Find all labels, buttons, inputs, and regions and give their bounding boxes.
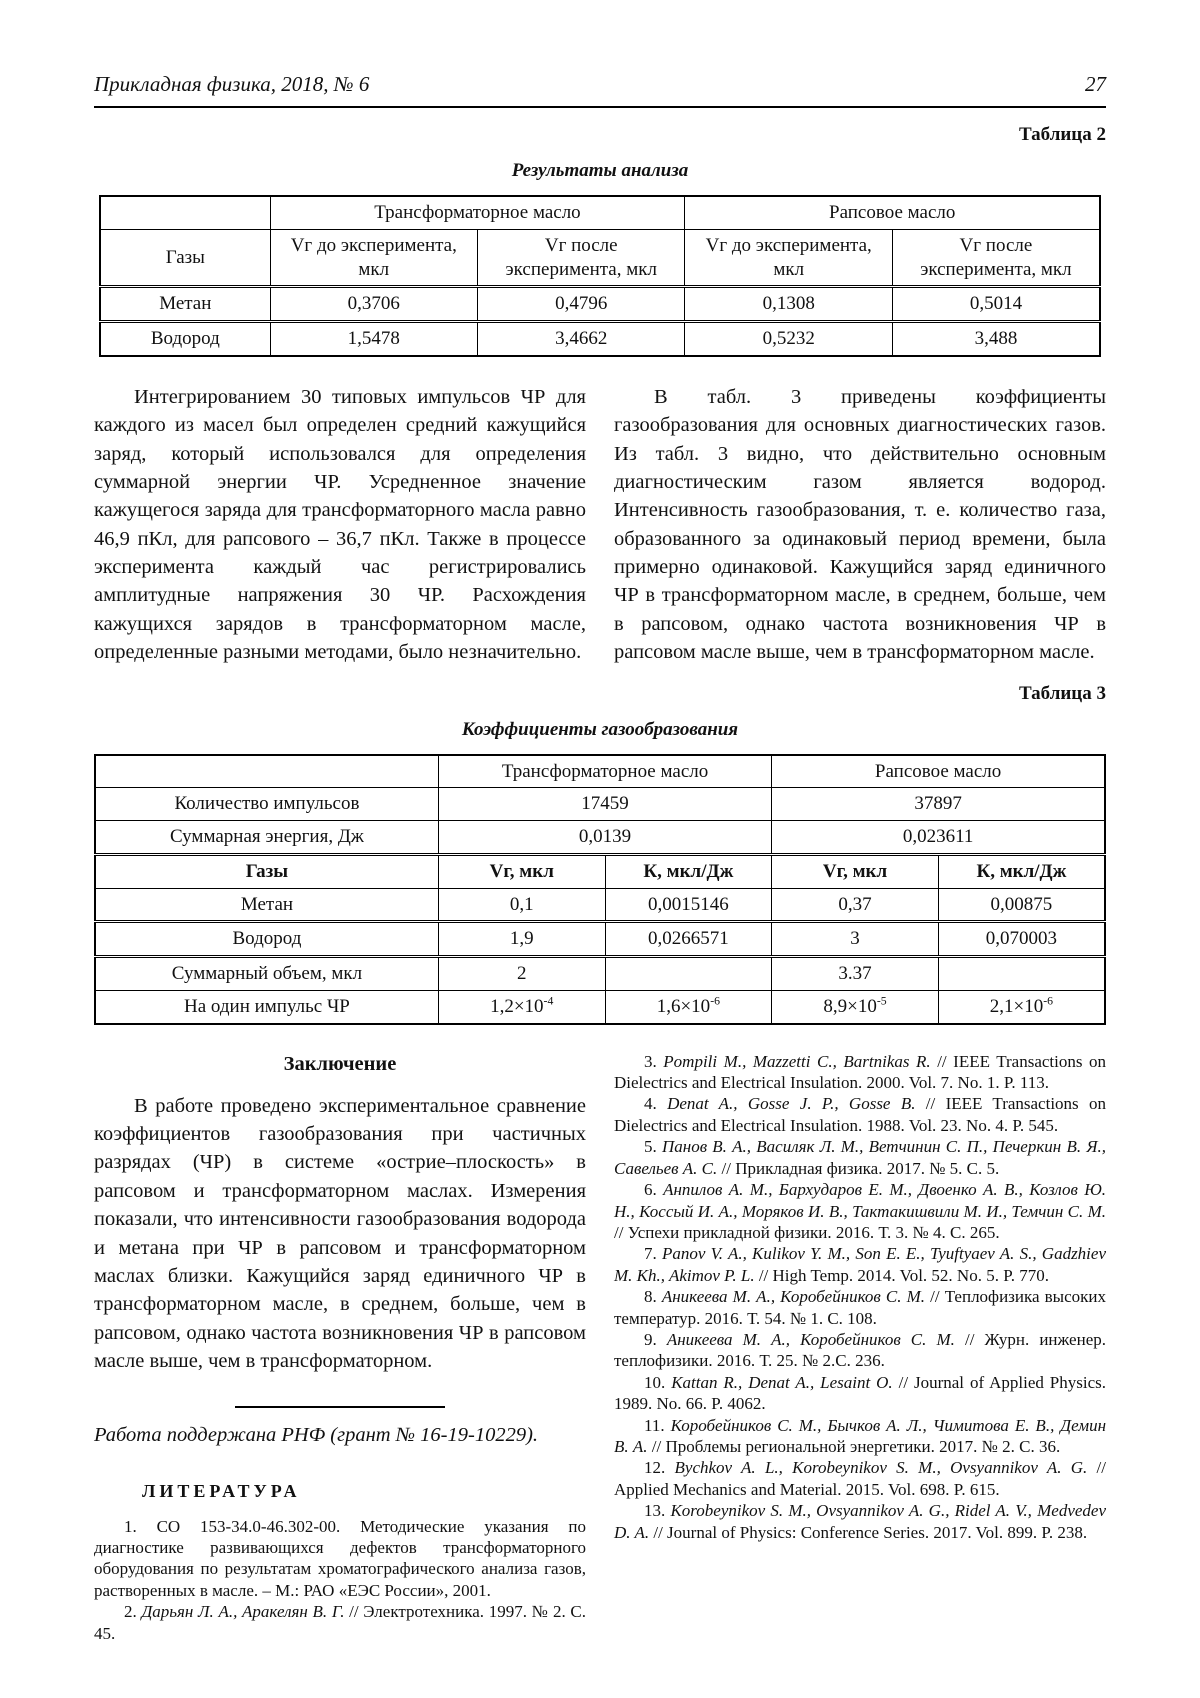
reference-authors: Korobeynikov S. M., Ovsyannikov A. G., Ridel A. V., Medvedev D. A.	[614, 1501, 1107, 1542]
reference-text: 9.	[644, 1329, 667, 1349]
references-right	[614, 1051, 1106, 1543]
paragraph-right: В табл. 3 приведены коэффициенты газообразования для основных диагностических газов. Из табл. 3 видно, что действительно основным диагностическим газом является водород. Интенсивность газообразования, т. е. количество газа, образованного за одинаковый период времени, была примерно одинаковой. Кажущийся заряд единичного ЧР в трансформаторном масле, в среднем, больше, чем в рапсовом, однако частота возникновения ЧР в рапсовом масле выше, чем в трансформаторном масле.	[614, 385, 1106, 664]
table-cell: 0,1	[438, 888, 605, 922]
grant-acknowledgement: Работа поддержана РНФ (грант № 16-19-10229).	[94, 1423, 539, 1446]
table-cell: 0,1308	[685, 287, 892, 322]
table-cell: Водород	[100, 322, 270, 356]
table-cell: 0,3706	[270, 287, 477, 322]
table-cell: Метан	[95, 888, 438, 922]
table-row	[95, 888, 1105, 922]
table3-caption: Коэффициенты газообразования	[461, 718, 739, 740]
page-number: 27	[1085, 72, 1106, 96]
reference-text: 6.	[644, 1180, 664, 1200]
table-row	[95, 788, 1105, 821]
table-cell: Трансформаторное масло	[270, 196, 685, 229]
conclusion-paragraph: В работе проведено экспериментальное сравнение коэффициентов газообразования при частичных разрядах (ЧР) в системе «острие–плоскость» в рапсовом и трансформаторном маслах. Измерения показали, что интенсивности газообразования водорода и метана при ЧР в рапсовом и трансформаторном маслах близки. Кажущийся заряд единичного ЧР в трансформаторном масле, в среднем, больше, чем в рапсовом, однако частота возникновения ЧР в рапсовом масле выше, чем в трансформаторном.	[94, 1094, 586, 1373]
reference-item	[614, 1415, 1106, 1458]
table-cell: $8,9\times 10^{-5}$	[772, 990, 939, 1023]
table-row	[100, 229, 1100, 287]
table-cell: 0,0015146	[605, 888, 772, 922]
table-cell: 0,0139	[438, 821, 771, 855]
table-cell: 3,4662	[478, 322, 685, 356]
reference-text: 11.	[644, 1415, 671, 1435]
reference-authors: Коробейников С. М., Бычков А. Л., Чимитова Е. В., Демин В. А.	[614, 1415, 1107, 1456]
table-cell: $1,2\times 10^{-4}$	[438, 990, 605, 1023]
header-rule	[94, 106, 1106, 108]
conclusion-heading: Заключение	[283, 1052, 397, 1075]
bottom-columns	[94, 1051, 1106, 1644]
table-row	[95, 854, 1105, 888]
reference-authors: Дарьян Л. А., Аракелян В. Г.	[141, 1602, 345, 1622]
table-cell: Суммарная энергия, Дж	[95, 821, 438, 855]
journal-title: Прикладная физика, 2018, № 6	[94, 72, 370, 96]
reference-text: 4.	[644, 1094, 668, 1114]
reference-text: // Applied Mechanics and Material. 2015. Vol. 698. P. 615.	[614, 1458, 1106, 1499]
table-cell: 0,070003	[938, 922, 1105, 957]
table-cell: 0,023611	[772, 821, 1105, 855]
table-cell: Рапсовое масло	[772, 755, 1105, 788]
table-cell: Суммарный объем, мкл	[95, 957, 438, 991]
table-row	[95, 990, 1105, 1023]
reference-item	[94, 1516, 586, 1602]
exponent: -6	[1043, 994, 1054, 1008]
table-row	[95, 821, 1105, 855]
table-row	[100, 287, 1100, 322]
footnote-rule	[235, 1406, 445, 1408]
reference-text: // IEEE Transactions on Dielectrics and Electrical Insulation. 2000. Vol. 7. No. 1. P. 113.	[614, 1051, 1107, 1093]
table-cell: Газы	[100, 229, 270, 287]
reference-text: // Journal of Applied Physics. 1989. No. 66. P. 4062.	[614, 1372, 1106, 1414]
table-cell: К, мкл/Дж	[938, 854, 1105, 888]
table-cell	[938, 957, 1105, 991]
reference-item	[94, 1601, 586, 1644]
literature-heading: ЛИТЕРАТУРА	[142, 1480, 301, 1501]
table-cell: Метан	[100, 287, 270, 322]
table2-results-of-analysis	[99, 195, 1101, 357]
reference-text: // Прикладная физика. 2017. № 5. С. 5.	[717, 1158, 1000, 1178]
table-cell: Водород	[95, 922, 438, 957]
reference-item	[614, 1179, 1106, 1243]
table-cell: 0,5014	[892, 287, 1100, 322]
table-row	[95, 957, 1105, 991]
reference-item	[614, 1051, 1106, 1094]
reference-item	[614, 1457, 1106, 1500]
table-cell: 37897	[772, 788, 1105, 821]
exponent: -4	[543, 994, 554, 1008]
right-text-column	[614, 383, 1106, 667]
reference-text: // Проблемы региональной энергетики. 2017. № 2. С. 36.	[647, 1436, 1061, 1456]
table-cell: Рапсовое масло	[685, 196, 1100, 229]
reference-item	[614, 1286, 1106, 1329]
table-row	[100, 322, 1100, 356]
reference-item	[614, 1243, 1106, 1286]
table-cell: Vг после эксперимента, мкл	[478, 229, 685, 287]
table-cell: 0,5232	[685, 322, 892, 356]
reference-authors: Panov V. A., Kulikov Y. M., Son E. E., Tyuftyaev A. S., Gadzhiev M. Kh., Akimov P. L.	[614, 1244, 1106, 1285]
reference-text: // Журн. инженер. теплофизики. 2016. Т. 25. № 2.С. 236.	[614, 1329, 1106, 1371]
reference-text: 2.	[124, 1602, 142, 1622]
reference-item	[614, 1136, 1106, 1179]
table-cell: Количество импульсов	[95, 788, 438, 821]
table-cell: $2,1\times 10^{-6}$	[938, 990, 1105, 1023]
reference-item	[614, 1500, 1106, 1543]
reference-text: 12.	[644, 1458, 675, 1478]
table-row	[95, 755, 1105, 788]
table-cell	[100, 196, 270, 229]
table-cell: 3.37	[772, 957, 939, 991]
reference-text: // Успехи прикладной физики. 2016. Т. 3. № 4. С. 265.	[614, 1222, 1000, 1242]
body-text-columns	[94, 383, 1106, 667]
exponent: -5	[876, 994, 887, 1008]
table-row	[95, 922, 1105, 957]
reference-text: 7.	[644, 1244, 662, 1264]
reference-text: // High Temp. 2014. Vol. 52. No. 5. P. 770.	[754, 1265, 1050, 1285]
reference-text: 5.	[644, 1137, 662, 1157]
table-cell	[605, 957, 772, 991]
table-cell: 0,0266571	[605, 922, 772, 957]
reference-item	[614, 1329, 1106, 1372]
reference-text: // IEEE Transactions on Dielectrics and Electrical Insulation. 1988. Vol. 23. No. 4. P. 545.	[614, 1094, 1107, 1135]
reference-authors: Анпилов А. М., Бархударов Е. М., Двоенко А. В., Козлов Ю. Н., Коссый И. А., Моряков И. В., Тактакишвили М. И., Темчин С. М.	[614, 1180, 1107, 1221]
reference-authors: Bychkov A. L., Korobeynikov S. M., Ovsyannikov A. G.	[674, 1458, 1088, 1478]
table-cell: Газы	[95, 854, 438, 888]
reference-authors: Kattan R., Denat A., Lesaint O.	[671, 1372, 893, 1392]
conclusion-column	[94, 1051, 586, 1644]
table-cell: Vг, мкл	[438, 854, 605, 888]
table-cell: Трансформаторное масло	[438, 755, 771, 788]
table-cell: 3,488	[892, 322, 1100, 356]
table-cell: 1,5478	[270, 322, 477, 356]
reference-text: // Journal of Physics: Conference Series. 2017. Vol. 899. P. 238.	[649, 1522, 1088, 1542]
table2-caption: Результаты анализа	[511, 160, 689, 181]
table-cell: 0,37	[772, 888, 939, 922]
reference-text: 8.	[644, 1287, 662, 1307]
table-cell: 0,4796	[478, 287, 685, 322]
reference-authors: Denat A., Gosse J. P., Gosse B.	[667, 1094, 916, 1114]
table-cell: Vг до эксперимента, мкл	[270, 229, 477, 287]
table-cell: $1,6\times 10^{-6}$	[605, 990, 772, 1023]
table-row	[100, 196, 1100, 229]
reference-text: // Электротехника. 1997. № 2. С. 45.	[94, 1602, 586, 1643]
reference-authors: Pompili M., Mazzetti C., Bartnikas R.	[663, 1051, 931, 1071]
reference-text: // Теплофизика высоких температур. 2016. Т. 54. № 1. С. 108.	[614, 1287, 1106, 1328]
table3-gas-generation-coefficients	[94, 754, 1106, 1025]
exponent: -6	[710, 994, 720, 1008]
reference-text: 3.	[644, 1051, 664, 1071]
reference-authors: Аникеева М. А., Коробейников С. М.	[666, 1329, 955, 1349]
table-cell: 1,9	[438, 922, 605, 957]
table-cell: Vг после эксперимента, мкл	[892, 229, 1100, 287]
reference-item	[614, 1093, 1106, 1136]
table-cell: 17459	[438, 788, 771, 821]
reference-text: 13.	[644, 1501, 671, 1521]
table-cell: К, мкл/Дж	[605, 854, 772, 888]
table-cell: На один импульс ЧР	[95, 990, 438, 1023]
reference-text: 1. СО 153-34.0-46.302-00. Методические указания по диагностике развивающихся дефектов трансформаторного оборудования по результатам хроматографического анализа газов, растворенных в масле. – М.: РАО «ЕЭС России», 2001.	[94, 1516, 586, 1600]
table-cell: Vг, мкл	[772, 854, 939, 888]
reference-authors: Аникеева М. А., Коробейников С. М.	[661, 1287, 926, 1307]
reference-authors: Панов В. А., Василяк Л. М., Ветчинин С. П., Печеркин В. Я., Савельев А. С.	[614, 1137, 1106, 1178]
table-cell	[95, 755, 438, 788]
reference-item	[614, 1372, 1106, 1415]
paragraph-left: Интегрированием 30 типовых импульсов ЧР для каждого из масел был определен средний кажущийся заряд, который использовался для определения суммарной энергии ЧР. Усредненное значение кажущегося заряда для трансформаторного масла равно 46,9 пКл, для рапсового – 36,7 пКл. Также в процессе эксперимента каждый час регистрировались амплитудные напряжения 30 ЧР. Расхождения кажущихся зарядов в трансформаторном масле, определенные разными методами, было незначительно.	[94, 385, 586, 664]
table-cell: 2	[438, 957, 605, 991]
references-left	[94, 1516, 586, 1644]
table3-label: Таблица 3	[1018, 682, 1106, 704]
table2-label: Таблица 2	[1018, 124, 1106, 145]
left-text-column	[94, 383, 586, 667]
table-cell: 0,00875	[938, 888, 1105, 922]
table-cell: Vг до эксперимента, мкл	[685, 229, 892, 287]
running-head	[94, 72, 1106, 97]
references-column	[614, 1051, 1106, 1644]
reference-text: 10.	[644, 1372, 672, 1392]
table-cell: 3	[772, 922, 939, 957]
